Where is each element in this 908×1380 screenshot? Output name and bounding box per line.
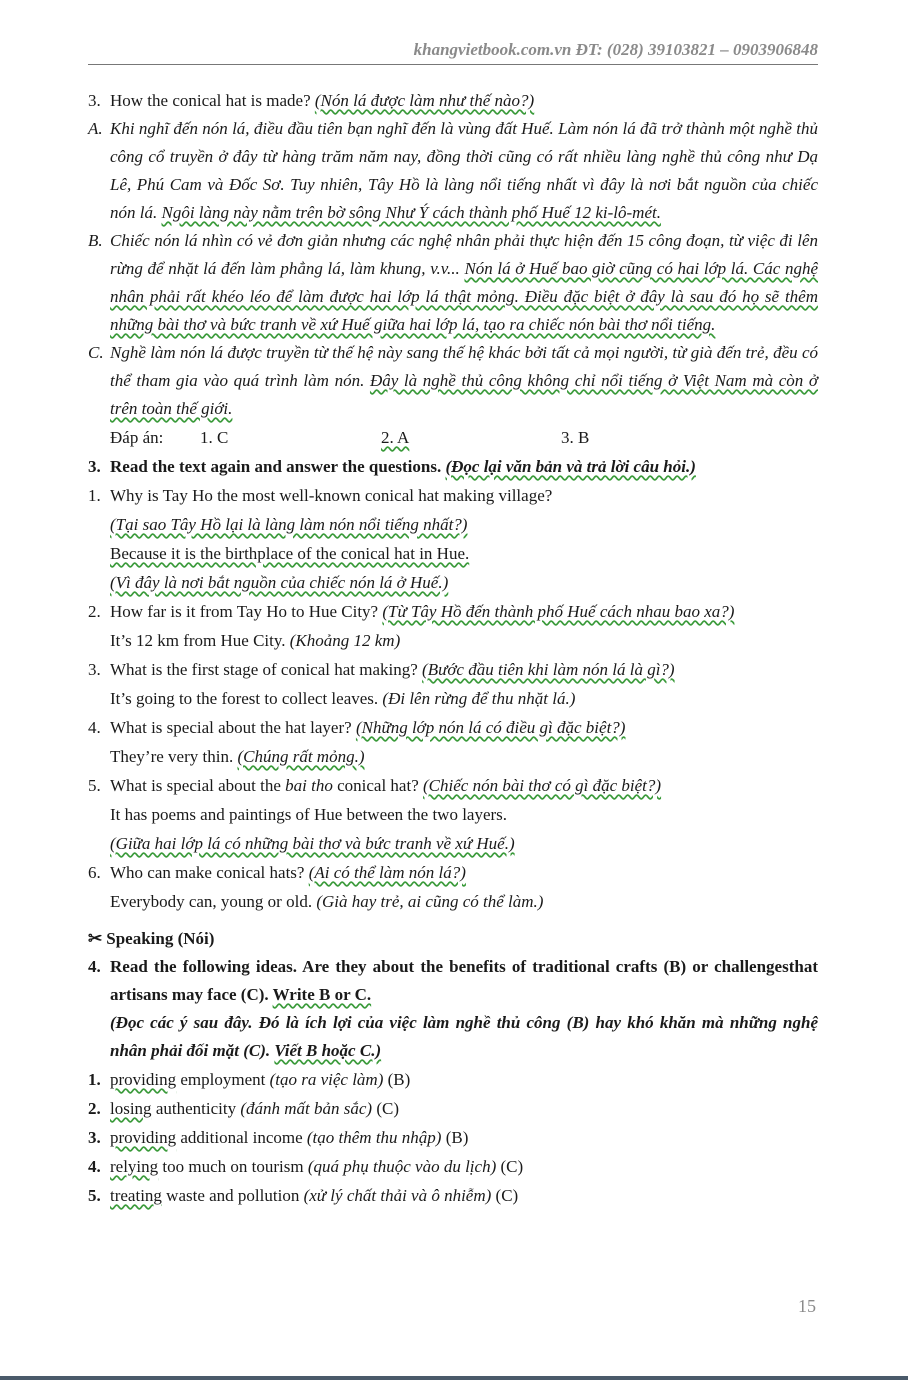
qa-answer-translation: (Giữa hai lớp lá có những bài thơ và bức tranh về xứ Huế.) — [110, 834, 515, 853]
qa-question-translation: (Ai có thể làm nón lá?) — [308, 863, 466, 882]
option-a — [88, 115, 818, 227]
idea-number: 4. — [88, 1157, 101, 1176]
option-letter: C. — [88, 343, 104, 362]
question-number: 3. — [88, 91, 101, 110]
idea-item-4 — [88, 1152, 818, 1181]
idea-item-2 — [88, 1094, 818, 1123]
qa-question-end: conical hat? — [337, 776, 419, 795]
idea-text: authenticity — [151, 1099, 241, 1118]
idea-text: employment — [176, 1070, 270, 1089]
qa-answer: They’re very thin. — [110, 747, 234, 766]
idea-translation: (tạo thêm thu nhập) — [306, 1128, 442, 1147]
option-b — [88, 227, 818, 339]
qa-number: 5. — [88, 776, 101, 795]
idea-translation: (xử lý chất thải và ô nhiễm) — [303, 1186, 492, 1205]
qa-number: 1. — [88, 486, 101, 505]
scissors-icon: ✂ — [88, 929, 103, 948]
qa-item-5 — [88, 771, 818, 858]
qa-question: How far is it from Tay Ho to Hue City? — [110, 602, 379, 621]
idea-number: 5. — [88, 1186, 101, 1205]
idea-text: waste and pollution — [161, 1186, 304, 1205]
qa-item-4 — [88, 713, 818, 771]
idea-number: 3. — [88, 1128, 101, 1147]
qa-answer: It’s 12 km from Hue City. — [110, 631, 286, 650]
qa-answer: Because it is the birthplace of the conical hat in Hue. — [110, 544, 470, 563]
idea-translation: (quá phụ thuộc vào du lịch) — [307, 1157, 497, 1176]
question-translation: (Nón lá được làm như thế nào?) — [314, 91, 535, 110]
qa-number: 6. — [88, 863, 101, 882]
section-title: Speaking (Nói) — [106, 929, 215, 948]
qa-question-translation: (Chiếc nón bài thơ có gì đặc biệt?) — [423, 776, 662, 795]
qa-question: What is the first stage of conical hat making? — [110, 660, 418, 679]
idea-number: 1. — [88, 1070, 101, 1089]
task-translation-underlined: Viết B hoặc C.) — [274, 1041, 382, 1060]
qa-question-translation: (Bước đầu tiên khi làm nón lá là gì?) — [422, 660, 675, 679]
qa-answer: It has poems and paintings of Hue between the two layers. — [110, 805, 508, 824]
option-c — [88, 339, 818, 423]
answer-2: 2. A — [381, 428, 410, 447]
page-number: 15 — [798, 1296, 816, 1316]
idea-keyword: relying — [110, 1157, 159, 1176]
qa-number: 4. — [88, 718, 101, 737]
task-number: 4. — [88, 957, 101, 976]
idea-answer: (C) — [491, 1186, 519, 1205]
task-4-heading — [88, 953, 818, 1009]
speaking-heading — [88, 924, 818, 953]
qa-number: 3. — [88, 660, 101, 679]
idea-keyword: treating — [110, 1186, 162, 1205]
task-title: Read the following ideas. Are they about the benefits of traditional crafts (B) or challengesthat artisans may face (C). — [110, 957, 818, 1004]
qa-answer-translation: (Vì đây là nơi bắt nguồn của chiếc nón lá ở Huế.) — [110, 573, 449, 592]
idea-item-3 — [88, 1123, 818, 1152]
qa-answer: It’s going to the forest to collect leaves. — [110, 689, 379, 708]
qa-answer-translation: (Chúng rất mỏng.) — [237, 747, 365, 766]
idea-keyword: providing — [110, 1128, 177, 1147]
answer-key — [88, 423, 818, 452]
idea-answer: (C) — [496, 1157, 524, 1176]
qa-question: Why is Tay Ho the most well-known conical hat making village? — [110, 486, 553, 505]
qa-question-italic: bai tho — [285, 776, 333, 795]
task-title-underlined: Write B or C. — [272, 985, 372, 1004]
qa-item-3 — [88, 655, 818, 713]
answer-1: 1. C — [200, 428, 229, 447]
task-4-translation — [88, 1009, 818, 1065]
qa-item-2 — [88, 597, 818, 655]
answer-label: Đáp án: — [110, 428, 164, 447]
idea-number: 2. — [88, 1099, 101, 1118]
task-3-heading — [88, 452, 818, 481]
option-underlined: Ngôi làng này nằm trên bờ sông Như Ý cách thành phố Huế 12 ki-lô-mét. — [161, 203, 661, 222]
qa-question: Who can make conical hats? — [110, 863, 305, 882]
qa-question-translation: (Những lớp nón lá có điều gì đặc biệt?) — [355, 718, 626, 737]
option-text: Chiếc nón lá nhìn có vẻ đơn giản nhưng các nghệ nhân phải thực hiện đến 15 công đoạn, từ việc đi lên rừng để nhặt lá đến làm phẳng lá, làm khung, v.v... — [110, 231, 818, 278]
task-number: 3. — [88, 457, 101, 476]
qa-item-1 — [88, 481, 818, 597]
footer-rule — [0, 1376, 908, 1380]
qa-item-6 — [88, 858, 818, 916]
option-letter: A. — [88, 119, 103, 138]
task-translation: (Đọc lại văn bản và trả lời câu hỏi.) — [445, 457, 696, 476]
idea-translation: (tạo ra việc làm) — [269, 1070, 384, 1089]
option-text: Nghề làm nón lá được truyền từ thế hệ này sang thế hệ khác bởi tất cả mọi người, từ già đến trẻ, đều có thể tham gia vào quá trình làm nón. — [110, 343, 818, 390]
idea-translation: (đánh mất bản sắc) — [240, 1099, 373, 1118]
qa-answer-translation: (Già hay trẻ, ai cũng có thể làm.) — [316, 892, 544, 911]
page-content — [88, 86, 818, 1210]
qa-answer: Everybody can, young or old. — [110, 892, 313, 911]
idea-keyword: losing — [110, 1099, 152, 1118]
idea-text: additional income — [176, 1128, 307, 1147]
idea-answer: (B) — [441, 1128, 469, 1147]
task-translation: (Đọc các ý sau đây. Đó là ích lợi của việc làm nghề thủ công (B) hay khó khăn mà những nghệ nhân phải đối mặt (C). — [110, 1013, 818, 1060]
qa-answer-translation: (Khoảng 12 km) — [289, 631, 401, 650]
idea-answer: (C) — [372, 1099, 399, 1118]
option-underlined: Nón lá ở Huế bao giờ cũng có hai lớp lá. Các nghệ nhân phải rất khéo léo để làm được hai lớp lá thật mỏng. Điều đặc biệt ở đây là sau đó họ sẽ thêm những bài thơ và bức tranh về xứ Huế giữa hai lớp lá, tạo ra chiếc nón bài thơ nổi tiếng. — [110, 259, 819, 334]
idea-item-1 — [88, 1065, 818, 1094]
qa-question-translation: (Từ Tây Hồ đến thành phố Huế cách nhau bao xa?) — [382, 602, 735, 621]
qa-question-start: What is special about the — [110, 776, 281, 795]
qa-answer-translation: (Đi lên rừng để thu nhặt lá.) — [382, 689, 576, 708]
page-header: khangvietbook.com.vn ĐT: (028) 39103821 – 0903906848 — [88, 40, 818, 65]
question-3 — [88, 86, 818, 115]
option-underlined: Đây là nghề thủ công không chỉ nổi tiếng ở Việt Nam mà còn ở trên toàn thế giới. — [110, 371, 818, 418]
idea-item-5 — [88, 1181, 818, 1210]
task-title: Read the text again and answer the questions. — [110, 457, 442, 476]
answer-3: 3. B — [561, 428, 590, 447]
question-text: How the conical hat is made? — [110, 91, 311, 110]
idea-answer: (B) — [383, 1070, 411, 1089]
option-text: Khi nghĩ đến nón lá, điều đầu tiên bạn nghĩ đến là vùng đất Huế. Làm nón lá đã trở thành một nghề thủ công cổ truyền ở đây từ hàng trăm năm nay, đồng thời cũng có rất nhiều làng nghề thủ công như Dạ Lê, Phú Cam và Đốc Sơ. Tuy nhiên, Tây Hồ là làng nổi tiếng nhất vì đây là nơi bắt nguồn của chiếc nón lá. — [110, 119, 818, 222]
option-letter: B. — [88, 231, 103, 250]
idea-text: too much on tourism — [158, 1157, 308, 1176]
qa-number: 2. — [88, 602, 101, 621]
qa-question-translation: (Tại sao Tây Hồ lại là làng làm nón nổi tiếng nhất?) — [110, 515, 468, 534]
idea-keyword: providing — [110, 1070, 177, 1089]
qa-question: What is special about the hat layer? — [110, 718, 352, 737]
